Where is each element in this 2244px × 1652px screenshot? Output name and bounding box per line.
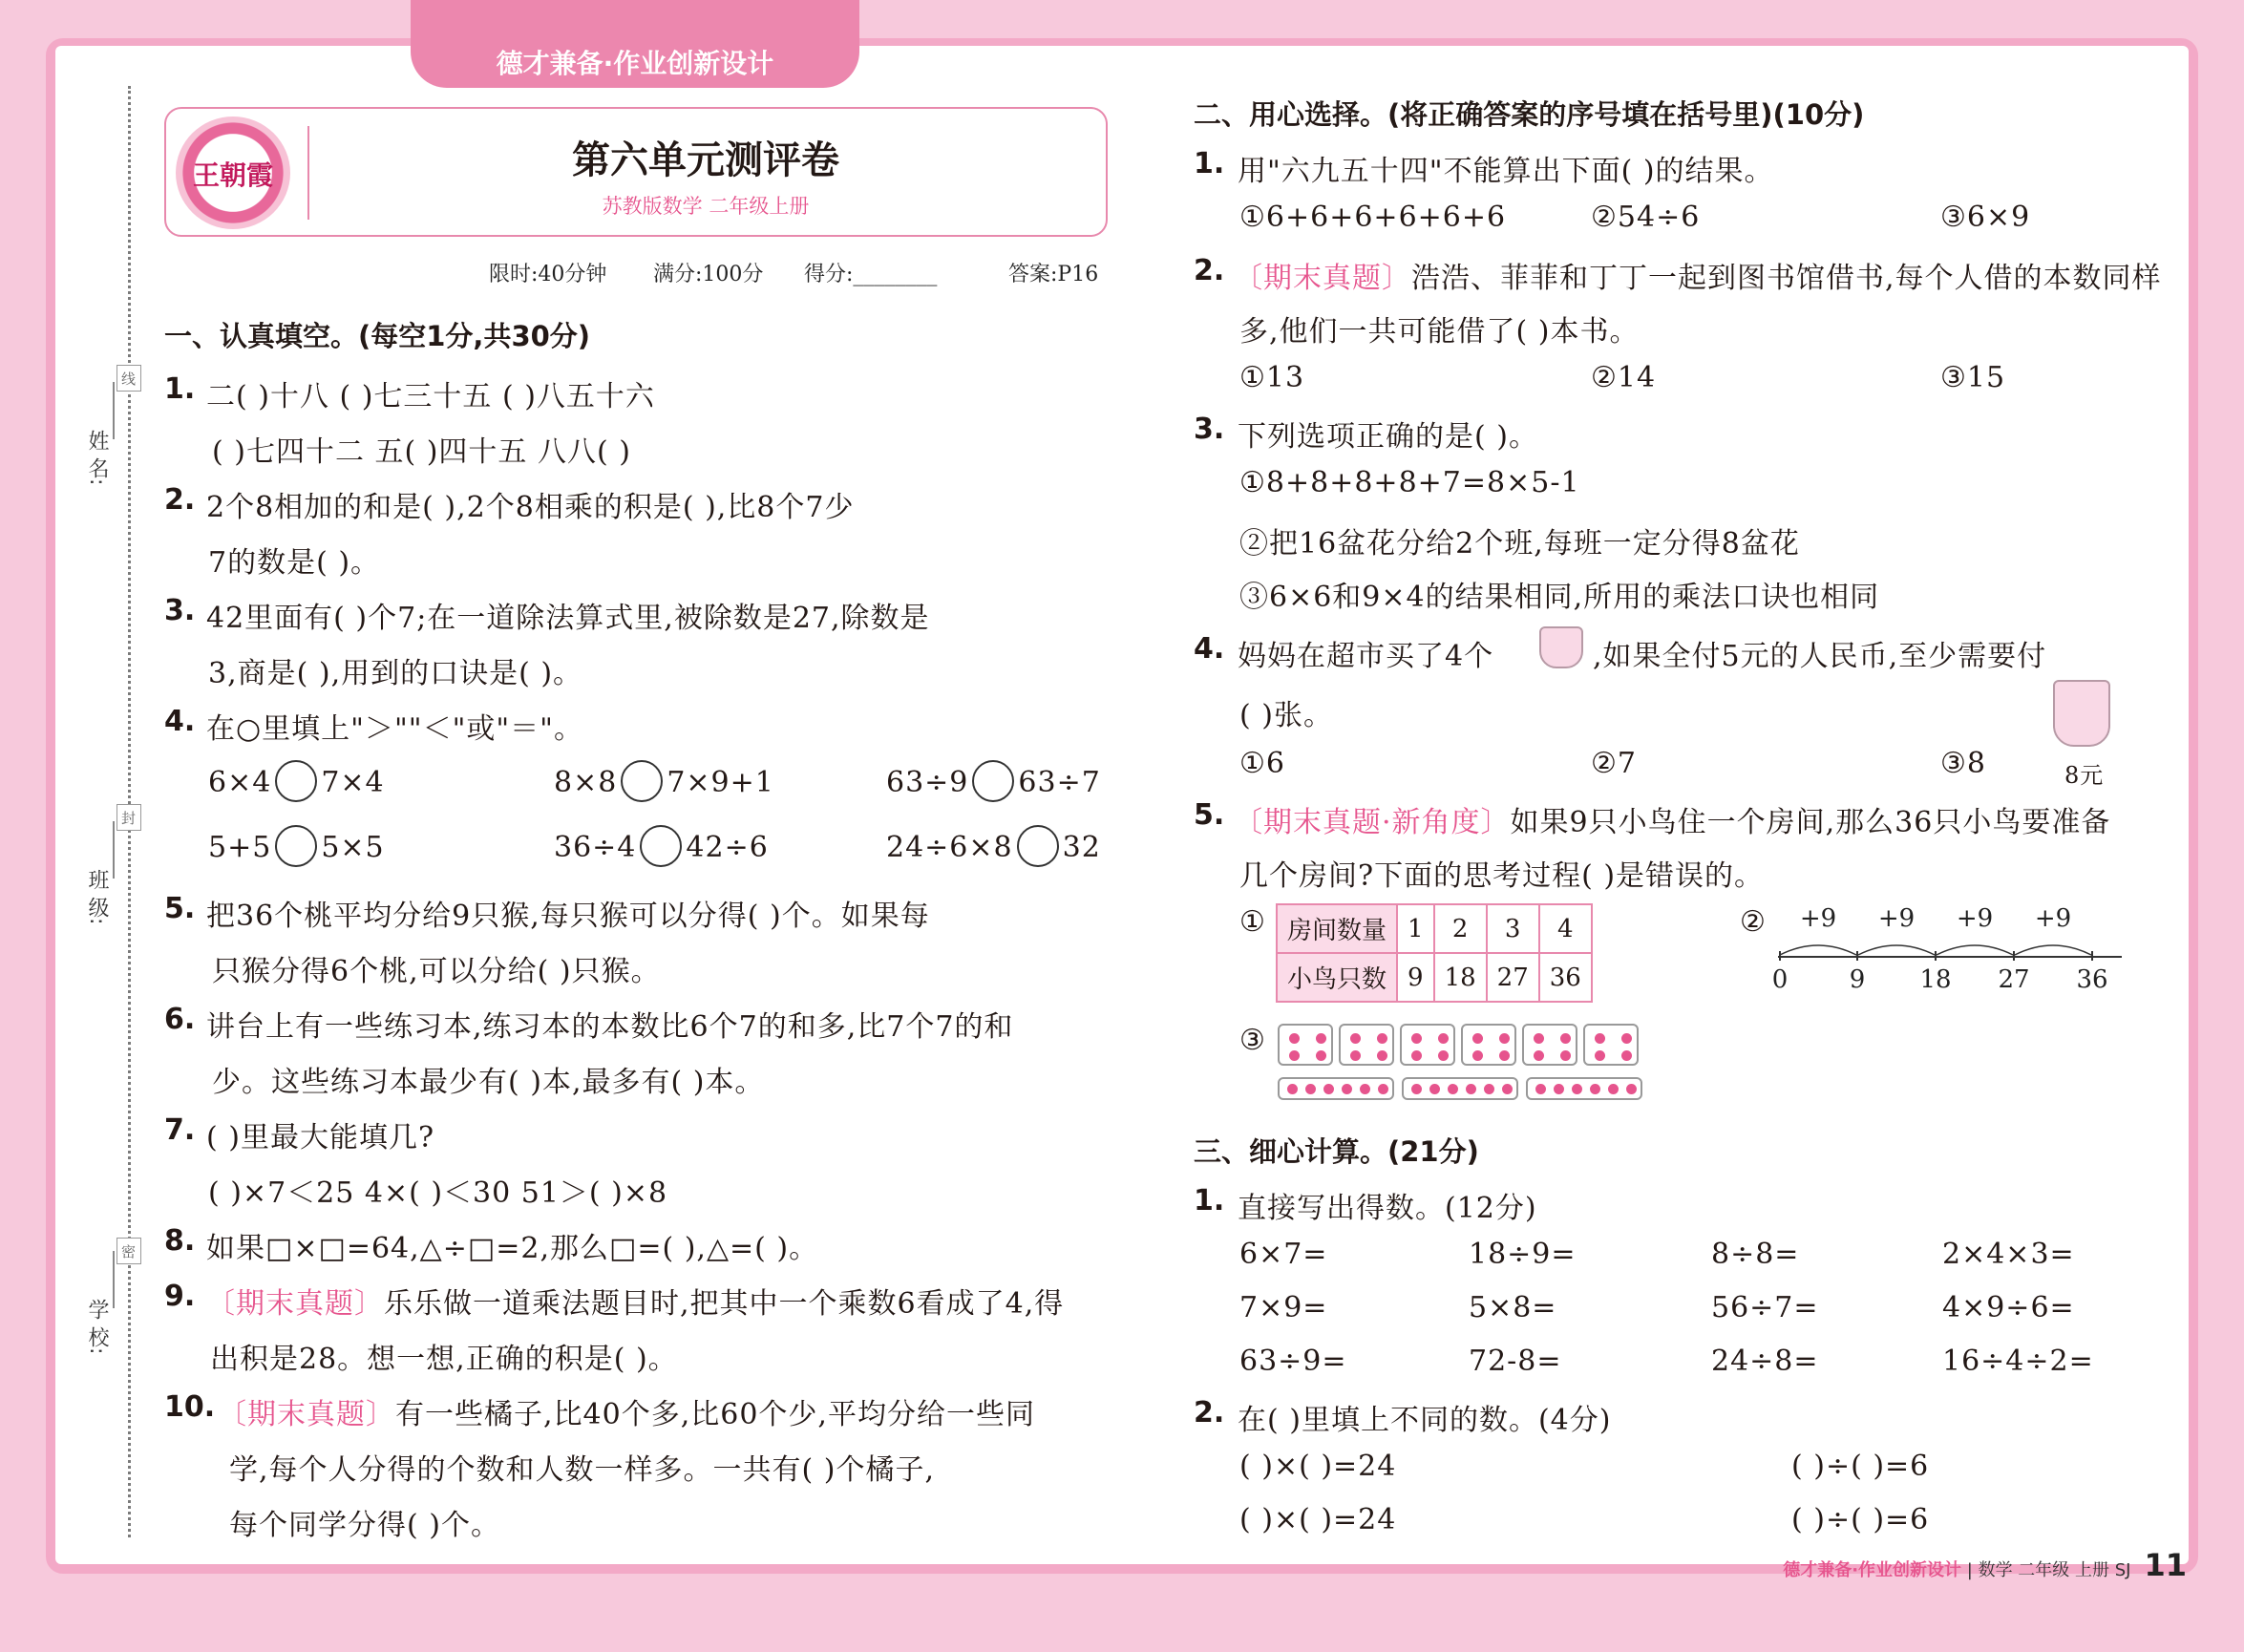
s1-q7-line2: ( )×7＜25 4×( )＜30 51＞( )×8: [208, 1176, 668, 1210]
dot: [1534, 1050, 1544, 1061]
s1-q2-line1: 2个8相加的和是( ),2个8相乘的积是( ),比8个7少: [206, 491, 855, 524]
cup-icon: [1539, 626, 1583, 668]
s2-q4-line1a: 妈妈在超市买了4个: [1238, 640, 1494, 673]
meta-full: 满分:100分: [653, 263, 764, 286]
compare-row1-b: 8×8 7×9+1: [554, 766, 774, 802]
calc-item: 24÷8=: [1711, 1345, 1819, 1378]
exam-tag: 〔期末真题·新角度〕: [1234, 806, 1511, 839]
footer: [1783, 1547, 2187, 1583]
dot: [1499, 1033, 1510, 1044]
tick-label: 27: [1998, 965, 2030, 993]
q2-num: 2.: [1194, 1396, 1225, 1430]
dot: [1411, 1033, 1422, 1044]
dot: [1572, 1084, 1582, 1094]
s1-q5-line1: 把36个桃平均分给9只猴,每只猴可以分得( )个。如果每: [206, 900, 930, 933]
dot-strip: [1526, 1077, 1642, 1100]
dot: [1350, 1050, 1361, 1061]
section2-title: 二、用心选择。(将正确答案的序号填在括号里)(10分): [1194, 98, 1865, 131]
dot: [1350, 1033, 1361, 1044]
dot: [1608, 1084, 1619, 1094]
calc-item: 8÷8=: [1711, 1238, 1800, 1271]
dot: [1590, 1084, 1600, 1094]
s2-q4-line1b: ,如果全付5元的人民币,至少需要付: [1593, 640, 2047, 673]
school-field-line: [113, 1251, 115, 1308]
calc-item: 4×9÷6=: [1942, 1291, 2075, 1324]
page-number: 11: [2144, 1547, 2187, 1583]
dot: [1595, 1033, 1605, 1044]
name-label: 姓 名:: [85, 430, 109, 486]
exam-tag: 〔期末真题〕: [1234, 262, 1411, 295]
dot: [1621, 1050, 1632, 1061]
header-divider: [307, 126, 309, 220]
dot-box: [1339, 1024, 1394, 1066]
cup-price: 8元: [2064, 762, 2105, 789]
dot-strip: [1278, 1077, 1394, 1100]
footer-brand: 德才兼备·作业创新设计: [1783, 1560, 1962, 1580]
s1-q2-line2: 7的数是( )。: [208, 546, 381, 580]
s2-q4-line2: ( )张。: [1239, 699, 1333, 732]
room-bird-table: [1276, 903, 1593, 1003]
q3-num: 3.: [1194, 413, 1225, 446]
s1-q5-line2: 只猴分得6个桃,可以分给( )只猴。: [212, 955, 661, 988]
meta-score: 得分:________: [804, 263, 938, 286]
compare-circle[interactable]: [1017, 825, 1059, 867]
section1-title: 一、认真填空。(每空1分,共30分): [164, 320, 591, 352]
mark-seal: 封: [116, 804, 141, 831]
tick-label: 0: [1771, 965, 1789, 993]
title-header: [164, 107, 1108, 237]
q9-num: 9.: [164, 1280, 196, 1313]
dot: [1466, 1084, 1476, 1094]
s1-q3-line1: 42里面有( )个7;在一道除法算式里,被除数是27,除数是: [206, 602, 930, 635]
dot-boxes: [1278, 1024, 1679, 1104]
s2-q4-opt3: ③8: [1940, 747, 1986, 780]
s1-q10-line2: 学,每个人分得的个数和人数一样多。一共有( )个橘子,: [229, 1453, 936, 1487]
exam-tag: 〔期末真题〕: [206, 1287, 384, 1321]
top-banner-text: 德才兼备·作业创新设计: [496, 48, 774, 79]
q5-num: 5.: [1194, 798, 1225, 832]
dot: [1626, 1084, 1637, 1094]
meta-time: 限时:40分钟: [489, 263, 607, 286]
mark-secret: 密: [116, 1238, 141, 1264]
plus-label: +9: [1956, 904, 1994, 933]
s3-q1-text: 直接写出得数。(12分): [1238, 1192, 1537, 1225]
q1-num: 1.: [1194, 1184, 1225, 1218]
dot: [1535, 1084, 1546, 1094]
tick-label: 36: [2076, 965, 2108, 993]
s2-q1-opt1: ①6+6+6+6+6+6: [1239, 201, 1507, 234]
dot: [1429, 1084, 1440, 1094]
plus-label: +9: [2034, 904, 2072, 933]
s1-q1-line2: ( )七四十二 五( )四十五 八八( ): [212, 435, 631, 469]
option1-mark: ①: [1239, 905, 1266, 939]
logo-text: 王朝霞: [192, 159, 273, 191]
dot-box: [1522, 1024, 1577, 1066]
compare-circle[interactable]: [621, 760, 663, 802]
dot-box: [1278, 1024, 1333, 1066]
compare-circle[interactable]: [972, 760, 1014, 802]
s3-q2-r1b: ( )÷( )=6: [1791, 1450, 1930, 1483]
dot: [1316, 1033, 1326, 1044]
s1-q10-line3: 每个同学分得( )个。: [229, 1509, 500, 1542]
q4-num: 4.: [1194, 632, 1225, 666]
footer-info: | 数学 二年级 上册 SJ: [1966, 1560, 2131, 1580]
dot: [1438, 1033, 1449, 1044]
compare-row2-a: 5+5 5×5: [208, 831, 385, 867]
s2-q4-opt1: ①6: [1239, 747, 1285, 780]
dot: [1360, 1084, 1370, 1094]
s3-q2-text: 在( )里填上不同的数。(4分): [1238, 1404, 1612, 1437]
table-row: 房间数量 1 2 3 4: [1277, 904, 1592, 953]
s2-q1-opt3: ③6×9: [1940, 201, 2031, 234]
q7-num: 7.: [164, 1113, 196, 1147]
s2-q1-text: 用"六九五十四"不能算出下面( )的结果。: [1238, 155, 1774, 188]
dot: [1289, 1033, 1300, 1044]
dot: [1377, 1033, 1387, 1044]
brand-logo: [176, 116, 290, 229]
s1-q9-line2: 出积是28。想一想,正确的积是( )。: [210, 1343, 678, 1376]
q2-num: 2.: [1194, 254, 1225, 287]
calc-item: 7×9=: [1239, 1291, 1328, 1324]
mark-line: 线: [116, 365, 141, 392]
s1-q6-line1: 讲台上有一些练习本,练习本的本数比6个7的和多,比7个7的和: [206, 1010, 1014, 1044]
s3-q2-r1a: ( )×( )=24: [1239, 1450, 1397, 1483]
dot: [1438, 1050, 1449, 1061]
compare-circle[interactable]: [275, 760, 317, 802]
dot: [1484, 1084, 1494, 1094]
q10-num: 10.: [164, 1390, 216, 1424]
dot: [1554, 1084, 1564, 1094]
school-label: 学 校:: [85, 1299, 109, 1355]
calc-item: 16÷4÷2=: [1942, 1345, 2094, 1378]
dot: [1411, 1084, 1422, 1094]
s2-q2-line1: 〔期末真题〕浩浩、菲菲和丁丁一起到图书馆借书,每个人借的本数同样: [1234, 262, 2162, 295]
exam-tag: 〔期末真题〕: [218, 1398, 395, 1431]
s2-q2-opt1: ①13: [1239, 361, 1305, 394]
q4-num: 4.: [164, 705, 196, 738]
dot: [1411, 1050, 1422, 1061]
calc-item: 18÷9=: [1469, 1238, 1577, 1271]
q1-num: 1.: [1194, 147, 1225, 180]
top-banner: [411, 0, 859, 88]
s1-q8-text: 如果□×□=64,△÷□=2,那么□=( ),△=( )。: [206, 1232, 819, 1265]
s3-q2-r2a: ( )×( )=24: [1239, 1503, 1397, 1536]
dot-box: [1583, 1024, 1639, 1066]
s2-q4-opt2: ②7: [1591, 747, 1637, 780]
compare-circle[interactable]: [640, 825, 682, 867]
dot: [1560, 1050, 1571, 1061]
calc-item: 63÷9=: [1239, 1345, 1347, 1378]
dot: [1448, 1084, 1458, 1094]
option2-mark: ②: [1740, 905, 1767, 939]
class-label: 班 级:: [85, 869, 109, 925]
dot: [1289, 1050, 1300, 1061]
calc-item: 6×7=: [1239, 1238, 1328, 1271]
s1-q10-line1: 〔期末真题〕有一些橘子,比40个多,比60个少,平均分给一些同: [218, 1398, 1035, 1431]
dot: [1499, 1050, 1510, 1061]
calc-item: 56÷7=: [1711, 1291, 1819, 1324]
dot-box: [1461, 1024, 1516, 1066]
dot: [1342, 1084, 1352, 1094]
meta-answer: 答案:P16: [1008, 263, 1099, 286]
table-row: 小鸟只数 9 18 27 36: [1277, 953, 1592, 1002]
calc-item: 2×4×3=: [1942, 1238, 2075, 1271]
compare-circle[interactable]: [275, 825, 317, 867]
compare-row2-b: 36÷4 42÷6: [554, 831, 769, 867]
dot: [1621, 1033, 1632, 1044]
s2-q5-line2: 几个房间?下面的思考过程( )是错误的。: [1239, 859, 1765, 893]
dot: [1323, 1084, 1334, 1094]
s2-q1-opt2: ②54÷6: [1591, 201, 1701, 234]
s1-q7-line1: ( )里最大能填几?: [206, 1121, 435, 1154]
s1-q1-line1: 二( )十八 ( )七三十五 ( )八五十六: [206, 380, 655, 413]
dot: [1560, 1033, 1571, 1044]
section3-title: 三、细心计算。(21分): [1194, 1135, 1479, 1168]
s1-q9-line1: 〔期末真题〕乐乐做一道乘法题目时,把其中一个乘数6看成了4,得: [206, 1287, 1065, 1321]
dot: [1534, 1033, 1544, 1044]
s2-q3-opt1: ①8+8+8+8+7=8×5-1: [1239, 466, 1580, 499]
s1-q4-text: 在○里填上"＞""＜"或"＝"。: [206, 712, 583, 746]
q2-num: 2.: [164, 483, 196, 517]
compare-row1-a: 6×4 7×4: [208, 766, 385, 802]
s2-q2-opt3: ③15: [1940, 361, 2006, 394]
number-line: [1767, 898, 2129, 993]
dot: [1377, 1050, 1387, 1061]
s2-q2-opt2: ②14: [1591, 361, 1657, 394]
q3-num: 3.: [164, 594, 196, 627]
option3-mark: ③: [1239, 1024, 1266, 1057]
dot-strip: [1402, 1077, 1518, 1100]
calc-item: 72-8=: [1469, 1345, 1562, 1378]
dot: [1472, 1050, 1483, 1061]
dot: [1316, 1050, 1326, 1061]
dot: [1502, 1084, 1513, 1094]
tick-label: 9: [1849, 965, 1866, 993]
q6-num: 6.: [164, 1003, 196, 1036]
s2-q3-opt3: ③6×6和9×4的结果相同,所用的乘法口诀也相同: [1239, 581, 1880, 614]
dot: [1305, 1084, 1316, 1094]
s1-q6-line2: 少。这些练习本最少有( )本,最多有( )本。: [212, 1066, 765, 1099]
plus-label: +9: [1877, 904, 1916, 933]
q1-num: 1.: [164, 372, 196, 406]
s2-q5-line1: 〔期末真题·新角度〕如果9只小鸟住一个房间,那么36只小鸟要准备: [1234, 806, 2111, 839]
plus-label: +9: [1799, 904, 1837, 933]
name-field-line: [113, 382, 115, 439]
compare-row1-c: 63÷9 63÷7: [886, 766, 1101, 802]
class-field-line: [113, 821, 115, 879]
tick-label: 18: [1919, 965, 1952, 993]
page-title: 第六单元测评卷: [572, 138, 839, 182]
dot: [1378, 1084, 1388, 1094]
dot-box: [1400, 1024, 1455, 1066]
s2-q3-text: 下列选项正确的是( )。: [1238, 420, 1538, 454]
cup-price-icon: [2053, 680, 2110, 747]
calc-item: 5×8=: [1469, 1291, 1557, 1324]
q8-num: 8.: [164, 1224, 196, 1258]
dot: [1472, 1033, 1483, 1044]
s1-q3-line2: 3,商是( ),用到的口诀是( )。: [208, 657, 583, 690]
s2-q2-line2: 多,他们一共可能借了( )本书。: [1239, 315, 1640, 349]
compare-row2-c: 24÷6×8 32: [886, 831, 1101, 867]
q5-num: 5.: [164, 892, 196, 925]
dot: [1287, 1084, 1298, 1094]
dot: [1595, 1050, 1605, 1061]
s3-q2-r2b: ( )÷( )=6: [1791, 1503, 1930, 1536]
s2-q3-opt2: ②把16盆花分给2个班,每班一定分得8盆花: [1239, 527, 1800, 561]
page-subtitle: 苏教版数学 二年级上册: [602, 195, 810, 218]
